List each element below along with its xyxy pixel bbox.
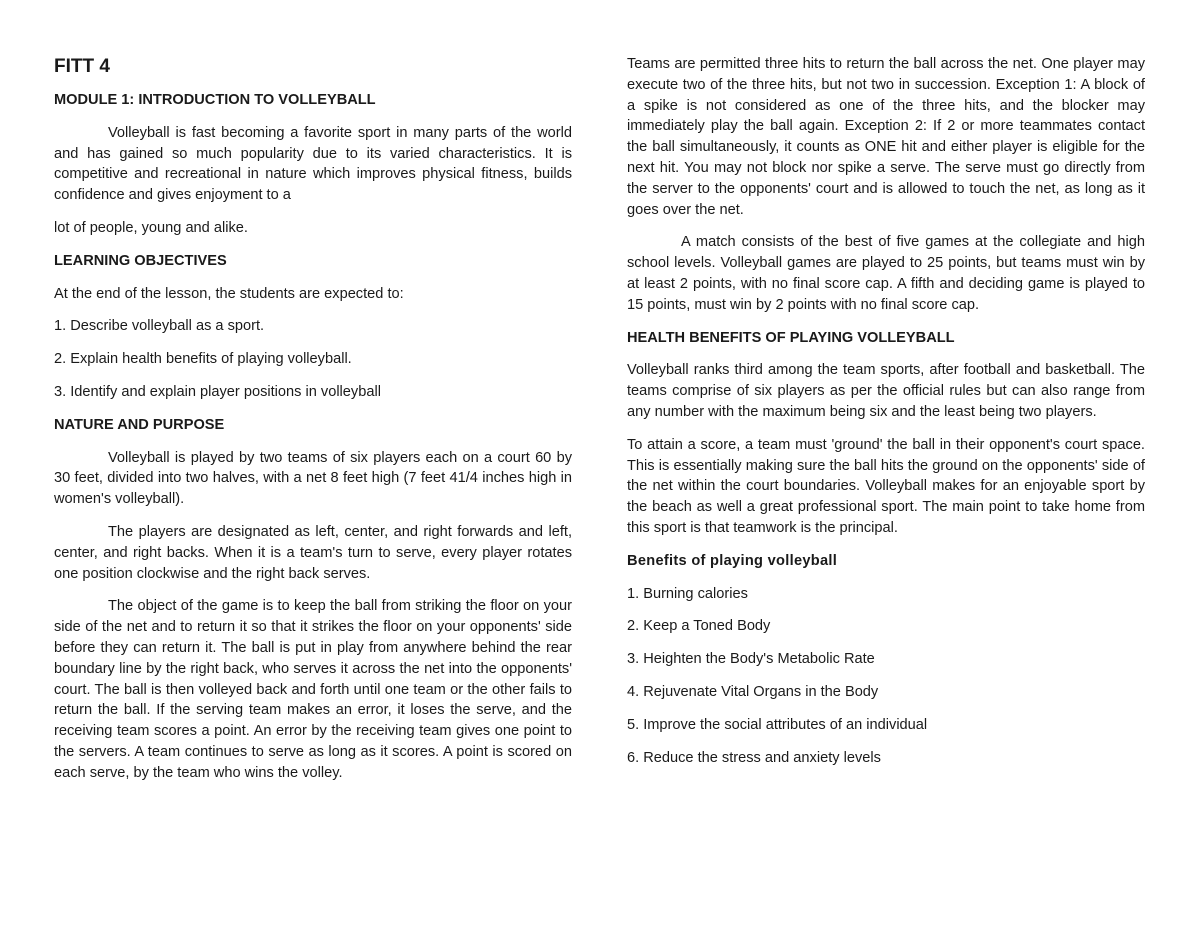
benefit-item: 1. Burning calories (627, 585, 748, 602)
nature-paragraph-3: The object of the game is to keep the ball from striking the floor on your side of the net and to return it so that it strikes the floor on your opponents' side before they can return it. The ball is put in play from anywhere behind the rear boundary line by the right back, who serves it across the net into the opponents' court. The ball is then volleyed back and forth until one team or the other fails to return the ball. If the serving team makes an error, it loses the serve, and the receiving team scores a point. An error by the receiving team gives one point to the servers. A team continues to serve as long as it scores. A point is scored on each serve, by the team who wins the volley. (54, 598, 572, 781)
health-heading: HEALTH BENEFITS OF PLAYING VOLLEYBALL (627, 329, 955, 346)
objective-item: 3. Identify and explain player positions in volleyball (54, 383, 381, 400)
objective-item: 1. Describe volleyball as a sport. (54, 318, 265, 335)
benefits-list (627, 584, 1145, 769)
benefit-item: 4. Rejuvenate Vital Organs in the Body (627, 683, 879, 700)
rules-paragraph-2: A match consists of the best of five games at the collegiate and high school levels. Volleyball games are played to 25 points, but teams must win by at least 2 points, with no final score cap. A fifth and deciding game is played to 15 points, must win by 2 points with no final score cap. (627, 234, 1145, 313)
health-paragraph-1: Volleyball ranks third among the team sports, after football and basketball. The teams comprise of six players as per the official rules but can also range from any number with the maximum being six and the least being two players. (627, 362, 1145, 420)
objectives-list (54, 316, 572, 402)
module-heading: MODULE 1: INTRODUCTION TO VOLLEYBALL (54, 92, 376, 108)
nature-paragraph-1: Volleyball is played by two teams of six players each on a court 60 by 30 feet, divided into two halves, with a net 8 feet high (7 feet 41/4 inches high in women's volleyball). (54, 449, 572, 508)
rules-paragraph-1: Teams are permitted three hits to return the ball across the net. One player may execute two of the three hits, but not two in succession. Exception 1: A block of a spike is not considered as one of the three hits, and the blocker may immediately play the ball again. Exception 2: If 2 or more teammates contact the ball simultaneously, it counts as ONE hit and either player is eligible for the next hit. You may not block nor spike a serve. The serve must go directly from the server to the opponents' court and is allowed to touch the net, as long as it goes over the net. (627, 56, 1145, 218)
benefit-item: 2. Keep a Toned Body (627, 618, 771, 635)
nature-paragraph-2: The players are designated as left, center, and right forwards and left, center, and right backs. When it is a team's turn to serve, every player rotates one position clockwise and the right back serves. (54, 523, 572, 582)
benefit-item: 3. Heighten the Body's Metabolic Rate (627, 651, 875, 668)
benefit-item: 5. Improve the social attributes of an individual (627, 716, 928, 733)
benefits-heading: Benefits of playing volleyball (627, 552, 838, 569)
left-column (54, 54, 572, 796)
objectives-heading: LEARNING OBJECTIVES (54, 252, 227, 269)
objective-item: 2. Explain health benefits of playing volleyball. (54, 351, 352, 368)
right-column (627, 54, 1145, 780)
objectives-lead: At the end of the lesson, the students are expected to: (54, 285, 404, 302)
document-title: FITT 4 (54, 56, 110, 77)
benefit-item: 6. Reduce the stress and anxiety levels (627, 749, 881, 766)
nature-heading: NATURE AND PURPOSE (54, 416, 225, 433)
intro-paragraph-continued: lot of people, young and alike. (54, 219, 248, 236)
health-paragraph-2: To attain a score, a team must 'ground' the ball in their opponent's court space. This is essentially making sure the ball hits the ground on the opponents' side of the net within the court boundaries. Volleyball makes for an enjoyable sport by the beach as well a great professional sport. The main point to take home from this sport is that teamwork is the principal. (627, 436, 1145, 536)
intro-paragraph: Volleyball is fast becoming a favorite sport in many parts of the world and has gained so much popularity due to its varied characteristics. It is competitive and recreational in nature which improves physical fitness, builds confidence and gives enjoyment to a (54, 124, 572, 204)
